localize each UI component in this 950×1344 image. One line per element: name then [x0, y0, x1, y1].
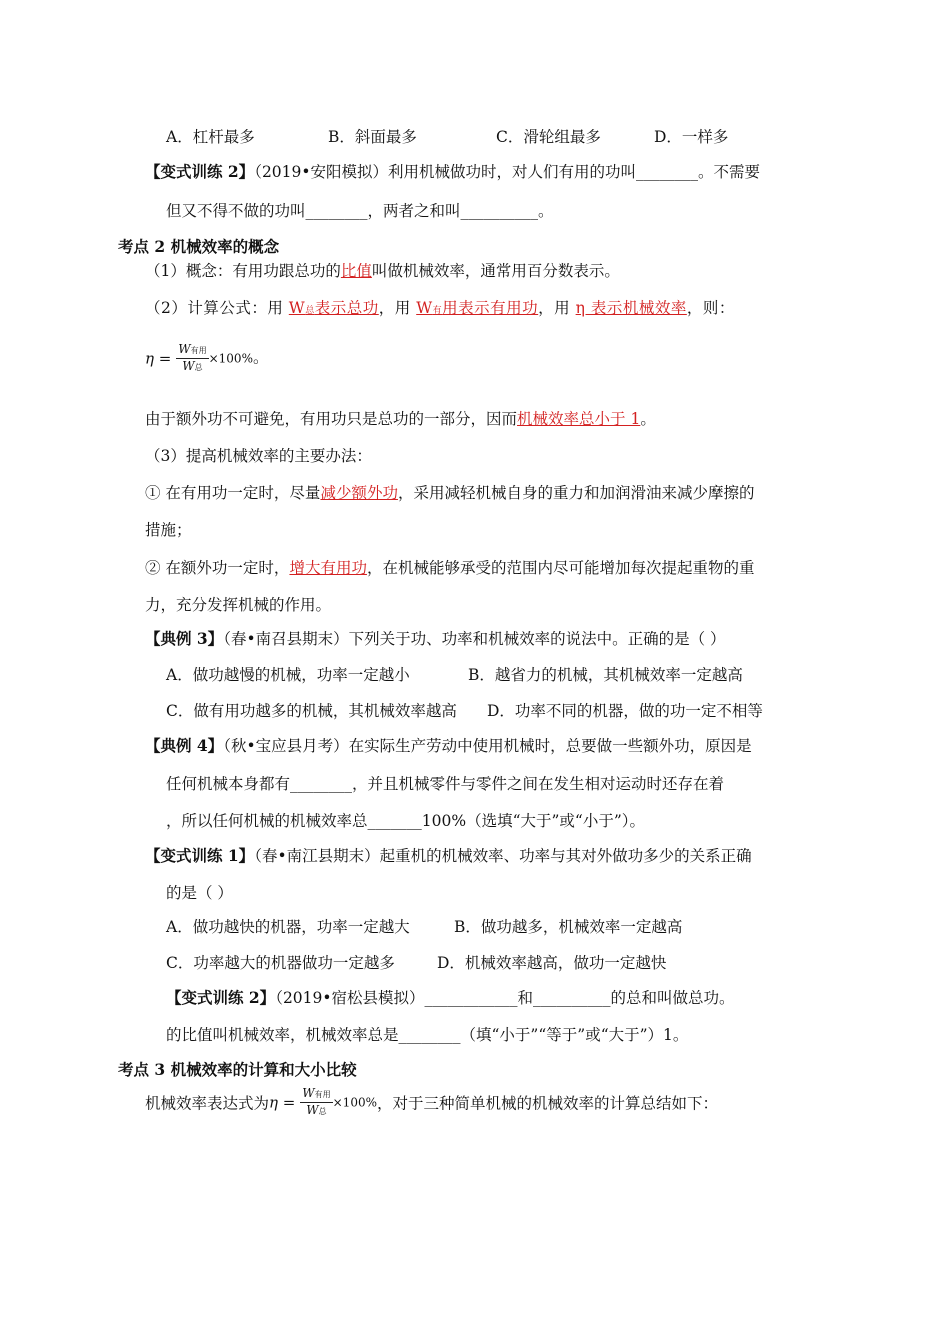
answer-highlight: 机械效率总小于 1 [517, 410, 641, 428]
section-title-kp3: 考点 3 机械效率的计算和大小比较 [118, 1060, 357, 1079]
exercise-tag: 【变式训练 2】 [166, 988, 276, 1007]
option-d: D．一样多 [654, 128, 729, 146]
example-4: 【典例 4】（秋•宝应县月考）在实际生产劳动中使用机械时，总要做一些额外功，原因是 [145, 736, 752, 755]
formula-fraction: $\frac{\text{W有用}}{\text{W总}}$ [178, 342, 207, 373]
exercise-variant2a [145, 161, 760, 183]
formula-fraction: $\frac{\text{W有用}}{\text{W总}}$ [302, 1086, 331, 1117]
bs1-option-c: C．功率越大的机器做功一定越多 [166, 954, 395, 972]
answer-highlight: 比值 [340, 262, 372, 280]
option-b: B．斜面最多 [328, 128, 417, 146]
example-4-line3: ，所以任何机械的机械效率总_______100%（选填“大于”或“小于”）。 [166, 812, 646, 830]
example-tag: 【典例 4】 [145, 736, 224, 755]
question-text-line2: 但又不得不做的功叫________，两者之和叫__________。 [166, 202, 554, 220]
bs1-option-d: D．机械效率越高，做功一定越快 [437, 954, 667, 972]
option-c: C．滑轮组最多 [496, 128, 601, 146]
bs1-option-a: A．做功越快的机器，功率一定越大 [166, 918, 410, 936]
method-2: ② 在额外功一定时，增大有用功，在机械能够承受的范围内尽可能增加每次提起重物的重 [145, 559, 755, 577]
exercise-tag: 【变式训练 2】 [145, 162, 255, 181]
formula-definition-line: （2）计算公式：用 W总表示总功，用 W有用表示有用功，用 η 表示机械效率，则： [145, 299, 735, 317]
efficiency-formula: η = $\frac{\text{W有用}}{\text{W总}}$ ×100%。 [145, 342, 269, 373]
question-text: （2019•安阳模拟）利用机械做功时，对人们有用的功叫________。不需要 [254, 163, 761, 181]
method-1-line2: 措施； [145, 521, 192, 539]
answer-highlight: 增大有用功 [289, 559, 367, 577]
answer-highlight: W有用表示有用功 [416, 299, 539, 317]
exercise-variant1: 【变式训练 1】（春•南江县期末）起重机的机械效率、功率与其对外做功多少的关系正确 [145, 846, 752, 865]
example-4-line2: 任何机械本身都有________，并且机械零件与零件之间在发生相对运动时还存在着 [166, 775, 725, 793]
exercise-tag: 【变式训练 1】 [145, 846, 255, 865]
exercise-variant1-line2: 的是（ ） [166, 884, 233, 902]
reason-line: 由于额外功不可避免，有用功只是总功的一部分，因而机械效率总小于 1。 [145, 410, 656, 428]
expression-line: 机械效率表达式为η = $\frac{\text{W有用}}{\text{W总}}$ ×100%，对于三种简单机械的机械效率的计算总结如下： [145, 1086, 719, 1117]
answer-highlight: W总表示总功 [288, 299, 379, 317]
exercise-variant2b-line2: 的比值叫机械效率，机械效率总是________（填“小于”“等于”或“大于”）1。 [166, 1026, 689, 1044]
bs1-option-b: B．做功越多，机械效率一定越高 [454, 918, 683, 936]
ex3-option-c: C．做有用功越多的机械，其机械效率越高 [166, 702, 457, 720]
ex3-option-d: D．功率不同的机器，做的功一定不相等 [487, 702, 763, 720]
answer-highlight: 减少额外功 [320, 484, 398, 502]
section-title-kp2: 考点 2 机械效率的概念 [118, 237, 280, 256]
option-a: A．杠杆最多 [166, 128, 255, 146]
method-2-line2: 力，充分发挥机械的作用。 [145, 596, 332, 614]
methods-heading: （3）提高机械效率的主要办法： [145, 447, 372, 465]
ex3-option-a: A．做功越慢的机械，功率一定越小 [166, 666, 410, 684]
method-1: ① 在有用功一定时，尽量减少额外功，采用减轻机械自身的重力和加润滑油来减少摩擦的 [145, 484, 755, 502]
example-tag: 【典例 3】 [145, 629, 224, 648]
concept-line: （1）概念：有用功跟总功的比值叫做机械效率，通常用百分数表示。 [145, 262, 620, 280]
example-3: 【典例 3】（春•南召县期末）下列关于功、功率和机械效率的说法中。正确的是（ ） [145, 629, 726, 648]
ex3-option-b: B．越省力的机械，其机械效率一定越高 [468, 666, 743, 684]
exercise-variant2b: 【变式训练 2】（2019•宿松县模拟）____________和__________的总和叫做总功。 [166, 988, 735, 1007]
answer-highlight: η 表示机械效率 [575, 299, 687, 317]
